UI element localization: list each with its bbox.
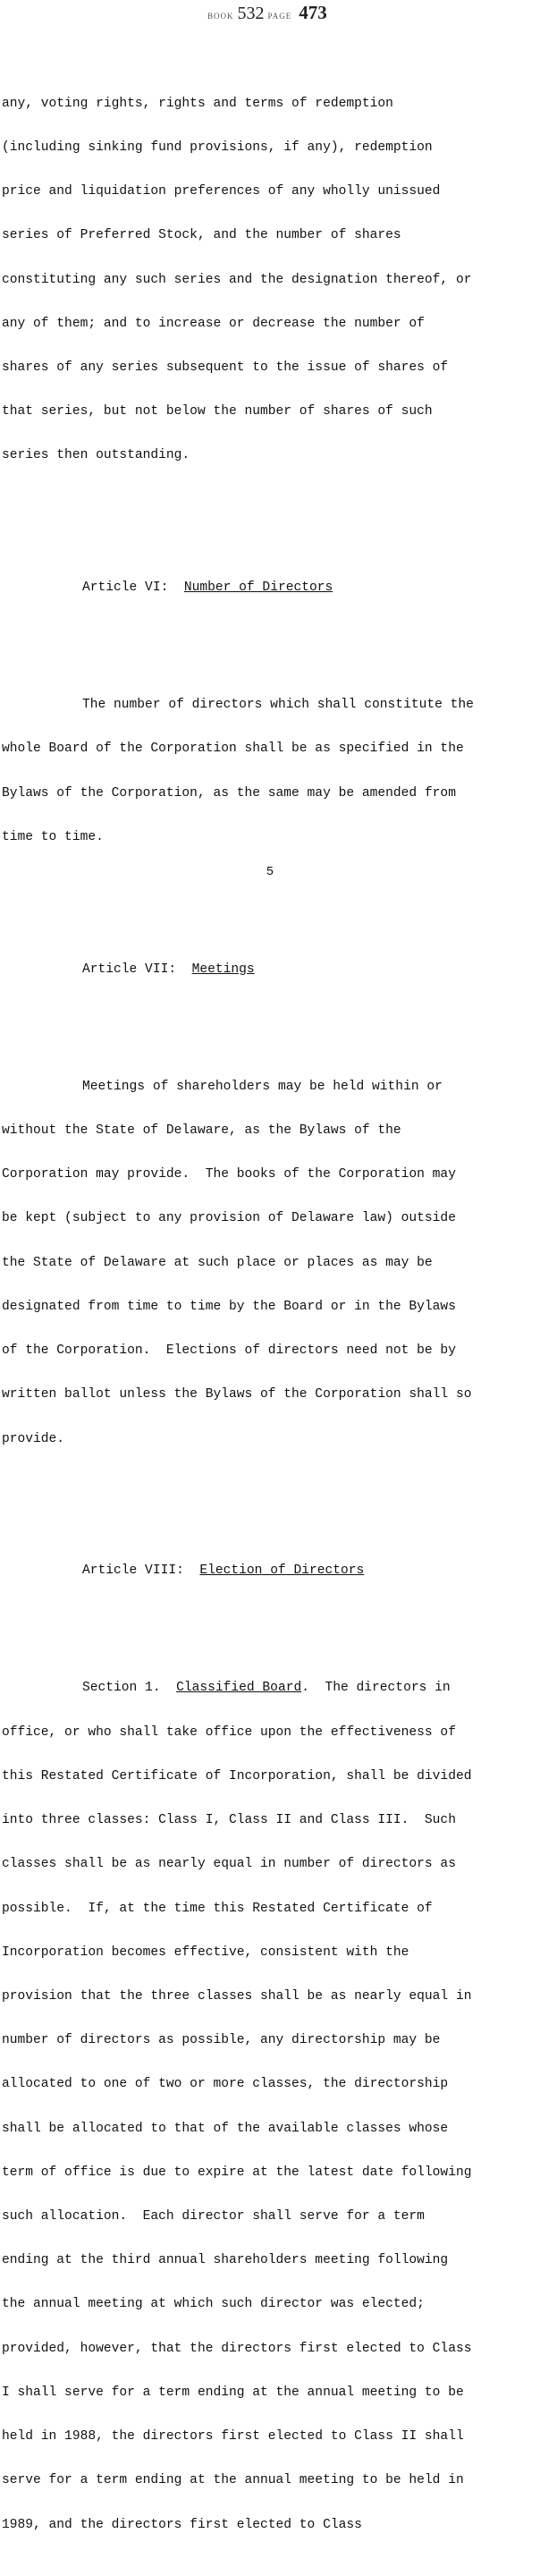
section-1-first-line <box>2 1681 538 1695</box>
text-line: Meetings of shareholders may be held within or <box>82 1079 443 1094</box>
text-line: of the Corporation. Elections of directors need not be by <box>2 1343 456 1359</box>
text-line: Bylaws of the Corporation, as the same may be amended from <box>2 785 456 801</box>
text-line: any, voting rights, rights and terms of redemption <box>2 96 393 111</box>
text-line: The number of directors which shall constitute the <box>82 698 474 713</box>
article-7-title: Meetings <box>191 962 255 977</box>
text-line: price and liquidation preferences of any wholly unissued <box>2 184 441 199</box>
text-line: be kept (subject to any provision of Delaware law) outside <box>2 1211 456 1226</box>
text-line: 1989, and the directors first elected to Class <box>2 2517 362 2532</box>
text-line: I shall serve for a term ending at the annual meeting to be <box>2 2385 464 2400</box>
text-line: office, or who shall take office upon the effectiveness of <box>2 1724 456 1740</box>
article-7-paragraph <box>2 1050 538 1476</box>
text-line: shares of any series subsequent to the issue of shares of <box>2 360 449 375</box>
text-line: series of Preferred Stock, and the number of shares <box>2 228 401 243</box>
text-line: provision that the three classes shall be as nearly equal in <box>2 1988 472 2004</box>
text-line: serve for a term ending at the annual meeting to be held in <box>2 2473 464 2488</box>
text-line: Corporation may provide. The books of the Corporation may <box>2 1167 456 1182</box>
text-line: allocated to one of two or more classes, the directorship <box>2 2077 449 2092</box>
section-1-label: Section 1. <box>82 1681 161 1696</box>
text-line: (including sinking fund provisions, if any), redemption <box>2 140 433 155</box>
text-line: time to time. <box>2 829 104 844</box>
book-number: 532 <box>237 4 265 23</box>
book-page-stamp <box>207 2 327 24</box>
text-line: series then outstanding. <box>2 448 190 463</box>
article-8-label: Article VIII: <box>82 1563 184 1579</box>
book-label: BOOK <box>207 12 234 21</box>
article-8-section-1-paragraph <box>2 1652 538 2562</box>
page-label: PAGE <box>267 12 292 21</box>
text-line: whole Board of the Corporation shall be as specified in the <box>2 741 464 757</box>
text-line: classes shall be as nearly equal in number of directors as <box>2 1857 456 1872</box>
text-line: written ballot unless the Bylaws of the Corporation shall so <box>2 1387 472 1402</box>
text-line: term of office is due to expire at the latest date following <box>2 2165 472 2180</box>
document-body <box>2 38 538 2576</box>
text-line: without the State of Delaware, as the Bylaws of the <box>2 1123 401 1138</box>
page-footer-number: 5 <box>266 865 274 879</box>
section-1-title: Classified Board <box>176 1681 302 1696</box>
text-line: possible. If, at the time this Restated Certificate of <box>2 1901 433 1916</box>
text-line: any of them; and to increase or decrease the number of <box>2 316 425 331</box>
article-8-heading <box>2 1563 538 1578</box>
article-7-heading <box>2 962 538 977</box>
section-1-first-line-text: . The directors in <box>301 1681 451 1696</box>
article-6-title: Number of Directors <box>183 580 333 596</box>
article-6-heading <box>2 580 538 595</box>
preamble-paragraph <box>2 67 538 493</box>
text-line: this Restated Certificate of Incorporation, shall be divided <box>2 1768 472 1784</box>
text-line: held in 1988, the directors first elected to Class II shall <box>2 2429 464 2445</box>
text-line: Incorporation becomes effective, consistent with the <box>2 1945 409 1960</box>
text-line: into three classes: Class I, Class II and Class III. Such <box>2 1813 456 1828</box>
text-line: constituting any such series and the designation thereof, or <box>2 272 472 287</box>
text-line: the annual meeting at which such director was elected; <box>2 2297 425 2312</box>
article-7-label: Article VII: <box>82 962 177 977</box>
article-6-paragraph <box>2 668 538 874</box>
text-line: designated from time to time by the Board or in the Bylaws <box>2 1299 456 1314</box>
text-line: the State of Delaware at such place or places as may be <box>2 1255 433 1270</box>
page-number-stamp: 473 <box>299 2 327 23</box>
text-line: such allocation. Each director shall serve for a term <box>2 2209 425 2224</box>
article-6-label: Article VI: <box>82 580 169 596</box>
text-line: number of directors as possible, any directorship may be <box>2 2033 441 2048</box>
text-line: ending at the third annual shareholders meeting following <box>2 2253 449 2268</box>
text-line: provided, however, that the directors first elected to Class <box>2 2341 472 2356</box>
article-8-title: Election of Directors <box>199 1563 365 1579</box>
text-line: that series, but not below the number of shares of such <box>2 404 433 419</box>
text-line: shall be allocated to that of the available classes whose <box>2 2121 449 2136</box>
text-line: provide. <box>2 1431 65 1446</box>
